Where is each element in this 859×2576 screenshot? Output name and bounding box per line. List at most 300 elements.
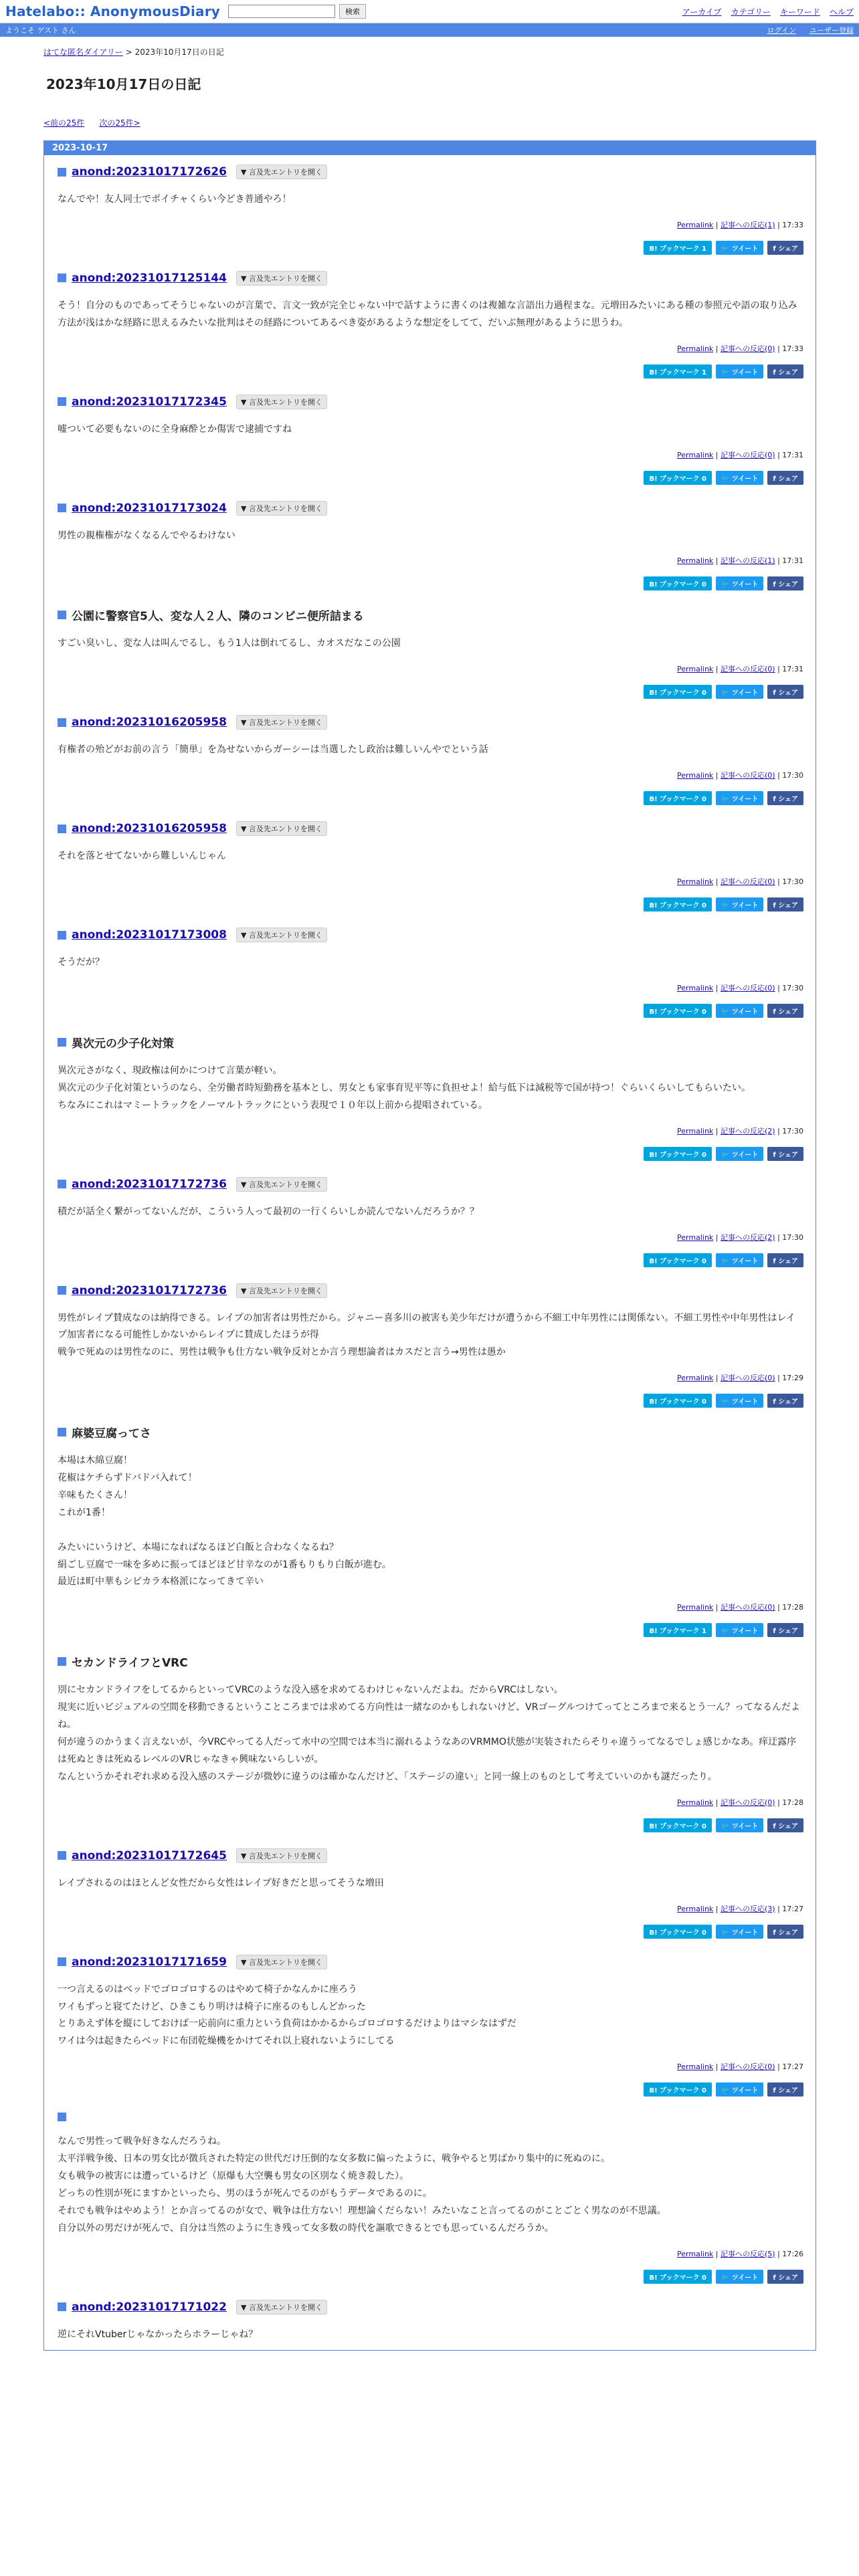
- hatena-bookmark-button[interactable]: [644, 1818, 711, 1832]
- entry-marker-icon: [58, 1428, 66, 1436]
- facebook-share-button[interactable]: [767, 1147, 803, 1161]
- facebook-label: シェア: [778, 1257, 798, 1265]
- entry-title: セカンドライフとVRC: [72, 1656, 188, 1671]
- facebook-share-button[interactable]: [767, 1925, 803, 1939]
- entry-time: 17:27: [782, 1904, 803, 1913]
- diary-entry: [44, 1839, 816, 1945]
- entry-time: 17:33: [782, 344, 803, 353]
- entry-title[interactable]: anond:20231017173024: [72, 501, 227, 515]
- facebook-icon: f: [773, 1628, 779, 1636]
- facebook-label: シェア: [778, 475, 798, 483]
- entry-header: [58, 1848, 803, 1863]
- tweet-button[interactable]: [716, 1394, 763, 1408]
- entry-title[interactable]: anond:20231017172645: [72, 1848, 227, 1862]
- tweet-label: ツイート: [731, 1398, 759, 1406]
- tweet-label: ツイート: [731, 245, 759, 253]
- bookmark-count: 0: [701, 1257, 706, 1265]
- reactions-link[interactable]: 記事への反応(3): [721, 1904, 775, 1913]
- reactions-link[interactable]: 記事への反応(0): [721, 771, 775, 780]
- bookmark-count: 0: [701, 475, 706, 483]
- facebook-share-button[interactable]: [767, 791, 803, 805]
- hatena-bookmark-label: B! ブックマーク: [649, 368, 700, 377]
- entry-title[interactable]: anond:20231017171022: [72, 2300, 227, 2314]
- entry-title[interactable]: anond:20231017173008: [72, 928, 227, 942]
- diary-entry: [44, 918, 816, 1025]
- tweet-button[interactable]: [716, 1253, 763, 1267]
- tweet-label: ツイート: [731, 1151, 759, 1159]
- entry-header: [58, 1955, 803, 1969]
- entry-meta: Permalink | 記事への反応(0) | 17:27: [677, 2062, 803, 2072]
- entry-body: [58, 191, 803, 209]
- share-buttons: [58, 897, 803, 911]
- tweet-button[interactable]: [716, 1147, 763, 1161]
- tweet-button[interactable]: [716, 2270, 763, 2284]
- open-reference-button[interactable]: ▼ 言及先エントリを開く: [236, 1955, 327, 1969]
- facebook-label: シェア: [778, 2274, 798, 2282]
- tweet-icon: 🐦: [721, 689, 732, 697]
- reactions-link[interactable]: 記事への反応(0): [721, 2062, 775, 2072]
- permalink[interactable]: Permalink: [677, 1232, 714, 1242]
- hatena-bookmark-label: B! ブックマーク: [649, 1929, 700, 1937]
- entry-header: [58, 607, 803, 623]
- diary-entry: [44, 1644, 816, 1838]
- entry-paragraph: そうだが？: [58, 957, 104, 968]
- entry-marker-icon: [58, 1286, 66, 1295]
- site-logo[interactable]: Hatelabo:: AnonymousDiary: [5, 3, 221, 19]
- entry-body: [58, 848, 803, 865]
- entry-marker-icon: [58, 931, 66, 940]
- facebook-icon: f: [773, 2087, 779, 2095]
- hatena-bookmark-label: B! ブックマーク: [649, 1008, 700, 1016]
- entry-header: [58, 1283, 803, 1298]
- entry-header: [58, 821, 803, 836]
- facebook-share-button[interactable]: [767, 1004, 803, 1018]
- tweet-button[interactable]: [716, 1004, 763, 1018]
- tweet-icon: 🐦: [721, 1398, 732, 1406]
- bookmark-count: 1: [701, 368, 706, 377]
- bookmark-count: 1: [701, 245, 706, 253]
- facebook-share-button[interactable]: [767, 2270, 803, 2284]
- entry-paragraph: レイプされるのはほとんど女性だから女性はレイプ好きだと思ってそうな増田: [58, 1877, 384, 1889]
- hatena-bookmark-button[interactable]: [644, 897, 711, 911]
- entry-paragraph: ワイは今は起きたらベッドに布団乾燥機をかけてそれ以上寝れないようにしてる: [58, 2036, 395, 2047]
- pager: [43, 117, 816, 128]
- tweet-label: ツイート: [731, 1822, 759, 1830]
- reactions-link[interactable]: 記事への反応(5): [721, 2249, 775, 2258]
- bookmark-count: 0: [701, 902, 706, 910]
- entry-meta: Permalink | 記事への反応(1) | 17:31: [677, 556, 803, 566]
- entry-meta: Permalink | 記事への反応(0) | 17:28: [677, 1603, 803, 1612]
- entry-paragraph: 男性がレイプ賛成なのは納得できる。レイプの加害者は男性だから。ジャニー喜多川の被害も美少年だけが遭うから不細工中年男性には関係ない。不細工男性や中年男性はレイプ加害者になる可能性しかないからレイプに賛成したほうが得: [58, 1312, 795, 1341]
- hatena-bookmark-button[interactable]: [644, 1004, 711, 1018]
- bookmark-count: 0: [701, 1151, 706, 1159]
- entry-paragraph: 異次元さがなく、現政権は何かにつけて言葉が軽い。: [58, 1065, 282, 1077]
- entry-header: [58, 1177, 803, 1192]
- share-buttons: [58, 241, 803, 255]
- entry-marker-icon: [58, 1851, 66, 1860]
- reactions-link[interactable]: 記事への反応(0): [721, 1798, 775, 1807]
- entry-title[interactable]: anond:20231017172736: [72, 1283, 227, 1297]
- tweet-icon: 🐦: [721, 245, 732, 253]
- breadcrumb-current: 2023年10月17日の日記: [134, 47, 224, 57]
- reactions-link[interactable]: 記事への反応(1): [721, 556, 775, 566]
- tweet-icon: 🐦: [721, 368, 732, 377]
- entry-paragraph: 逆にそれVtuberじゃなかったらホラーじゃね？: [58, 2329, 258, 2340]
- entry-marker-icon: [58, 611, 66, 619]
- entry-paragraph: そう！自分のものであってそうじゃないのが言葉で、言文一致が完全じゃない中で話すように書くのは複雑な言語出力過程まな。元増田みたいにある種の参照元や語の取り込み方法が浅はかな経路に思えるみたいな批判はその経路についてあるべき姿があるような想定をしてて、だいぶ無理があるように思うわ。: [58, 300, 797, 328]
- facebook-label: シェア: [778, 1008, 798, 1016]
- tweet-button[interactable]: [716, 241, 763, 255]
- share-buttons: [58, 2270, 803, 2284]
- facebook-share-button[interactable]: [767, 1818, 803, 1832]
- share-buttons: [58, 471, 803, 485]
- entry-paragraph: どっちの性別が死にますかといったら、男のほうが死んでるのがもうデータであるのに。: [58, 2187, 432, 2199]
- permalink[interactable]: Permalink: [677, 1126, 714, 1136]
- entry-meta: Permalink | 記事への反応(0) | 17:30: [677, 984, 803, 993]
- facebook-label: シェア: [778, 368, 798, 377]
- open-reference-button[interactable]: ▼ 言及先エントリを開く: [236, 1283, 327, 1298]
- tweet-icon: 🐦: [721, 1628, 732, 1636]
- open-reference-button[interactable]: ▼ 言及先エントリを開く: [236, 821, 327, 836]
- entry-paragraph: なんで男性って戦争好きなんだろうね。: [58, 2136, 226, 2147]
- reactions-link[interactable]: 記事への反応(0): [721, 665, 775, 674]
- diary-entry: [44, 706, 816, 812]
- permalink[interactable]: Permalink: [677, 984, 714, 993]
- hatena-bookmark-button[interactable]: [644, 1925, 711, 1939]
- facebook-icon: f: [773, 245, 779, 253]
- entry-meta: Permalink | 記事への反応(3) | 17:27: [677, 1904, 803, 1913]
- entry-title: 麻婆豆腐ってさ: [72, 1427, 151, 1441]
- entry-title: 公園に警察官5人、変な人２人、隣のコンビニ便所詰まる: [72, 610, 364, 624]
- tweet-icon: 🐦: [721, 1151, 732, 1159]
- entry-marker-icon: [58, 1957, 66, 1966]
- entry-paragraph: 嘘ついて必要もないのに全身麻酔とか傷害で逮捕ですね: [58, 423, 292, 435]
- entry-marker-icon: [58, 718, 66, 727]
- permalink[interactable]: Permalink: [677, 2062, 714, 2072]
- diary-entry: [44, 1025, 816, 1168]
- hatena-bookmark-button[interactable]: [644, 1253, 711, 1267]
- entry-title[interactable]: anond:20231017172345: [72, 395, 227, 409]
- tweet-button[interactable]: [716, 364, 763, 379]
- top-bar: [0, 0, 859, 23]
- hatena-bookmark-button[interactable]: [644, 1147, 711, 1161]
- entry-marker-icon: [58, 2113, 66, 2121]
- hatena-bookmark-label: B! ブックマーク: [649, 2274, 700, 2282]
- nav-keyword[interactable]: キーワード: [779, 7, 820, 17]
- tweet-label: ツイート: [731, 689, 759, 697]
- facebook-icon: f: [773, 796, 779, 804]
- share-buttons: [58, 1147, 803, 1161]
- tweet-button[interactable]: [716, 2082, 763, 2097]
- share-buttons: [58, 1925, 803, 1939]
- nav-category[interactable]: カテゴリー: [731, 7, 771, 17]
- entry-body: [58, 2133, 803, 2237]
- register-link[interactable]: ユーザー登録: [809, 26, 854, 35]
- facebook-label: シェア: [778, 1628, 798, 1636]
- facebook-share-button[interactable]: [767, 471, 803, 485]
- entry-time: 17:29: [782, 1374, 803, 1383]
- hatena-bookmark-button[interactable]: [644, 364, 711, 379]
- open-reference-button[interactable]: ▼ 言及先エントリを開く: [236, 2300, 327, 2315]
- tweet-icon: 🐦: [721, 475, 732, 483]
- open-reference-button[interactable]: ▼ 言及先エントリを開く: [236, 1177, 327, 1192]
- entry-meta: Permalink | 記事への反応(5) | 17:26: [677, 2249, 803, 2258]
- reactions-link[interactable]: 記事への反応(0): [721, 344, 775, 353]
- breadcrumb-home[interactable]: はてな匿名ダイアリー: [43, 47, 123, 57]
- entry-marker-icon: [58, 274, 66, 282]
- entry-body: [58, 1981, 803, 2051]
- entry-paragraph: 戦争で死ぬのは男性なのに、男性は戦争も仕方ない戦争反対とか言う理想論者はカスだと言う→男性は愚か: [58, 1347, 506, 1358]
- open-reference-button[interactable]: ▼ 言及先エントリを開く: [236, 928, 327, 942]
- tweet-icon: 🐦: [721, 1822, 732, 1830]
- reactions-link[interactable]: 記事への反応(1): [721, 220, 775, 229]
- page-title: 2023年10月17日の日記: [46, 76, 201, 92]
- entry-body: [58, 1063, 803, 1115]
- entry-body: [58, 2327, 803, 2344]
- tweet-button[interactable]: [716, 791, 763, 805]
- bookmark-count: 0: [701, 689, 706, 697]
- nav-help[interactable]: ヘルプ: [829, 7, 854, 17]
- entry-paragraph: 女も戦争の被害には遭っているけど（原爆も大空襲も男女の区別なく焼き殺した）。: [58, 2170, 409, 2181]
- nav-archive[interactable]: アーカイブ: [682, 7, 722, 17]
- hatena-bookmark-button[interactable]: [644, 241, 711, 255]
- tweet-label: ツイート: [731, 902, 759, 910]
- entry-body: [58, 1875, 803, 1893]
- hatena-bookmark-button[interactable]: [644, 685, 711, 699]
- entry-title[interactable]: anond:20231017171659: [72, 1955, 227, 1969]
- entry-paragraph: 現実に近いビジュアルの空間を移動できるということころまでは求めてる方向性は一緒なのかもしれないけど、VRゴーグルつけてってところまで来るとう一ん？ってなるんだよね。: [58, 1702, 801, 1731]
- tweet-label: ツイート: [731, 1628, 759, 1636]
- hatena-bookmark-label: B! ブックマーク: [649, 2087, 700, 2095]
- tweet-icon: 🐦: [721, 796, 732, 804]
- bookmark-count: 0: [701, 581, 706, 589]
- prev-page-link[interactable]: <前の25件: [43, 118, 85, 128]
- facebook-icon: f: [773, 689, 779, 697]
- reactions-link[interactable]: 記事への反応(0): [721, 450, 775, 459]
- entry-paragraph: みたいにいうけど、本場になればなるほど白飯と合わなくなるね？: [58, 1541, 339, 1553]
- hatena-bookmark-button[interactable]: [644, 576, 711, 591]
- facebook-label: シェア: [778, 245, 798, 253]
- permalink[interactable]: Permalink: [677, 1798, 714, 1807]
- reactions-link[interactable]: 記事への反応(2): [721, 1232, 775, 1242]
- open-reference-button[interactable]: ▼ 言及先エントリを開く: [236, 271, 327, 286]
- entry-marker-icon: [58, 168, 66, 177]
- entry-paragraph: 積だが話全く繋がってないんだが、こういう人って最初の一行くらいしか読んでないんだろうか？？: [58, 1206, 479, 1217]
- entry-title[interactable]: anond:20231017172736: [72, 1177, 227, 1191]
- share-buttons: [58, 1394, 803, 1408]
- reactions-link[interactable]: 記事への反応(0): [721, 1603, 775, 1612]
- facebook-share-button[interactable]: [767, 1253, 803, 1267]
- tweet-label: ツイート: [731, 1929, 759, 1937]
- entry-header: [58, 2113, 803, 2121]
- share-buttons: [58, 685, 803, 699]
- reactions-link[interactable]: 記事への反応(2): [721, 1126, 775, 1136]
- entry-header: [58, 1424, 803, 1440]
- entry-body: [58, 954, 803, 972]
- bookmark-count: 0: [701, 2087, 706, 2095]
- hatena-bookmark-button[interactable]: [644, 2270, 711, 2284]
- entry-meta: Permalink | 記事への反応(2) | 17:30: [677, 1126, 803, 1136]
- tweet-icon: 🐦: [721, 2087, 732, 2095]
- entry-marker-icon: [58, 1180, 66, 1188]
- welcome-text: ようこそ ゲスト さん: [5, 26, 76, 35]
- open-reference-button[interactable]: ▼ 言及先エントリを開く: [236, 395, 327, 409]
- entry-header: [58, 1034, 803, 1051]
- facebook-share-button[interactable]: [767, 576, 803, 591]
- permalink[interactable]: Permalink: [677, 877, 714, 887]
- tweet-button[interactable]: [716, 897, 763, 911]
- entry-title[interactable]: anond:20231016205958: [72, 716, 227, 730]
- login-link[interactable]: ログイン: [767, 26, 796, 35]
- facebook-icon: f: [773, 368, 779, 377]
- entry-title[interactable]: anond:20231017125144: [72, 271, 227, 285]
- tweet-button[interactable]: [716, 1623, 763, 1637]
- date-header: 2023-10-17: [44, 141, 816, 155]
- reactions-link[interactable]: 記事への反応(0): [721, 984, 775, 993]
- facebook-share-button[interactable]: [767, 897, 803, 911]
- entry-body: [58, 528, 803, 545]
- entry-time: 17:31: [782, 556, 803, 566]
- entry-marker-icon: [58, 1657, 66, 1666]
- hatena-bookmark-label: B! ブックマーク: [649, 1398, 700, 1406]
- bookmark-count: 0: [701, 1929, 706, 1937]
- share-buttons: [58, 2082, 803, 2097]
- open-reference-button[interactable]: ▼ 言及先エントリを開く: [236, 1848, 327, 1863]
- entry-meta: Permalink | 記事への反応(0) | 17:28: [677, 1798, 803, 1807]
- permalink[interactable]: Permalink: [677, 1374, 714, 1383]
- search-input[interactable]: [228, 5, 335, 18]
- entry-meta: Permalink | 記事への反応(1) | 17:33: [677, 220, 803, 229]
- open-reference-button[interactable]: ▼ 言及先エントリを開く: [236, 165, 327, 179]
- diary-entry: [44, 155, 816, 261]
- entry-paragraph: なんというかそれぞれ求める没入感のステージが微妙に違うのは確かなんだけど、「ステージの違い」と同一線上のものとして考えていいのかも謎だったり。: [58, 1771, 717, 1782]
- entry-time: 17:26: [782, 2249, 803, 2258]
- entry-title[interactable]: anond:20231016205958: [72, 822, 227, 836]
- entry-header: [58, 271, 803, 286]
- facebook-share-button[interactable]: [767, 364, 803, 379]
- permalink[interactable]: Permalink: [677, 556, 714, 566]
- entry-paragraph: それを落とせてないから難しいんじゃん: [58, 851, 226, 862]
- entry-paragraph: 花椒はケチらずドバドバ入れて！: [58, 1473, 197, 1484]
- diary-entry: [44, 1274, 816, 1415]
- permalink[interactable]: Permalink: [677, 665, 714, 674]
- facebook-share-button[interactable]: [767, 1394, 803, 1408]
- share-buttons: [58, 576, 803, 591]
- facebook-label: シェア: [778, 1151, 798, 1159]
- tweet-label: ツイート: [731, 796, 759, 804]
- tweet-icon: 🐦: [721, 1008, 732, 1016]
- tweet-button[interactable]: [716, 685, 763, 699]
- permalink[interactable]: Permalink: [677, 771, 714, 780]
- diary-entry: [44, 1168, 816, 1274]
- hatena-bookmark-label: B! ブックマーク: [649, 245, 700, 253]
- entry-paragraph: すごい臭いし、変な人は叫んでるし、もう1人は倒れてるし、カオスだなこの公園: [58, 638, 401, 649]
- user-bar: [0, 23, 859, 37]
- hatena-bookmark-button[interactable]: [644, 471, 711, 485]
- facebook-label: シェア: [778, 1398, 798, 1406]
- tweet-button[interactable]: [716, 1818, 763, 1832]
- search-button[interactable]: 検索: [339, 4, 366, 19]
- hatena-bookmark-button[interactable]: [644, 1623, 711, 1637]
- open-reference-button[interactable]: ▼ 言及先エントリを開く: [236, 501, 327, 516]
- breadcrumb: [43, 46, 816, 58]
- entry-meta: Permalink | 記事への反応(2) | 17:30: [677, 1232, 803, 1242]
- facebook-label: シェア: [778, 2087, 798, 2095]
- permalink[interactable]: Permalink: [677, 2249, 714, 2258]
- facebook-share-button[interactable]: [767, 1623, 803, 1637]
- hatena-bookmark-label: B! ブックマーク: [649, 1628, 700, 1636]
- entry-header: [58, 165, 803, 179]
- reactions-link[interactable]: 記事への反応(0): [721, 1374, 775, 1383]
- tweet-icon: 🐦: [721, 2274, 732, 2282]
- facebook-share-button[interactable]: [767, 685, 803, 699]
- facebook-icon: f: [773, 475, 779, 483]
- entry-paragraph: 有権者の殆どがお前の言う「簡単」を為せないからガーシーは当選したし政治は難しいんやでという話: [58, 744, 488, 756]
- facebook-share-button[interactable]: [767, 241, 803, 255]
- hatena-bookmark-label: B! ブックマーク: [649, 475, 700, 483]
- facebook-icon: f: [773, 1151, 779, 1159]
- permalink[interactable]: Permalink: [677, 220, 714, 229]
- entry-body: [58, 298, 803, 332]
- tweet-label: ツイート: [731, 368, 759, 377]
- day-section: [43, 140, 816, 2351]
- diary-entry: [44, 1414, 816, 1644]
- hatena-bookmark-button[interactable]: [644, 2082, 711, 2097]
- entry-time: 17:28: [782, 1603, 803, 1612]
- open-reference-button[interactable]: ▼ 言及先エントリを開く: [236, 715, 327, 730]
- entry-title[interactable]: anond:20231017172626: [72, 165, 227, 179]
- entry-body: [58, 1204, 803, 1221]
- tweet-button[interactable]: [716, 576, 763, 591]
- diary-entry: [44, 812, 816, 918]
- entry-paragraph: 一つ言えるのはベッドでゴロゴロするのはやめて椅子かなんかに座ろう: [58, 1983, 357, 1995]
- permalink[interactable]: Permalink: [677, 1904, 714, 1913]
- facebook-icon: f: [773, 1929, 779, 1937]
- facebook-icon: f: [773, 1398, 779, 1406]
- tweet-label: ツイート: [731, 1008, 759, 1016]
- tweet-button[interactable]: [716, 1925, 763, 1939]
- share-buttons: [58, 1004, 803, 1018]
- bookmark-count: 0: [701, 796, 706, 804]
- facebook-label: シェア: [778, 689, 798, 697]
- next-page-link[interactable]: 次の25件>: [99, 118, 140, 128]
- tweet-label: ツイート: [731, 581, 759, 589]
- permalink[interactable]: Permalink: [677, 1603, 714, 1612]
- hatena-bookmark-label: B! ブックマーク: [649, 796, 700, 804]
- hatena-bookmark-button[interactable]: [644, 791, 711, 805]
- tweet-icon: 🐦: [721, 581, 732, 589]
- permalink[interactable]: Permalink: [677, 450, 714, 459]
- facebook-share-button[interactable]: [767, 2082, 803, 2097]
- entry-paragraph: なんでや！友人同士でポイチャくらい今どき普通やろ！: [58, 194, 292, 205]
- hatena-bookmark-button[interactable]: [644, 1394, 711, 1408]
- tweet-label: ツイート: [731, 475, 759, 483]
- entry-paragraph: とりあえず体を縦にしておけば一応前向に重力という負荷はかかるからゴロゴロするだけよりはマシなはずだ: [58, 2018, 516, 2030]
- reactions-link[interactable]: 記事への反応(0): [721, 877, 775, 887]
- entry-marker-icon: [58, 825, 66, 833]
- tweet-button[interactable]: [716, 471, 763, 485]
- permalink[interactable]: Permalink: [677, 344, 714, 353]
- bookmark-count: 1: [701, 1628, 706, 1636]
- entry-meta: Permalink | 記事への反応(0) | 17:30: [677, 877, 803, 887]
- entry-marker-icon: [58, 397, 66, 406]
- entry-paragraph: 別にセカンドライフをしてるからといってVRCのような没入感を求めてるわけじゃないんだよね。だからVRCはしない。: [58, 1685, 563, 1696]
- entry-title: 異次元の少子化対策: [72, 1037, 174, 1051]
- entry-meta: Permalink | 記事への反応(0) | 17:33: [677, 344, 803, 353]
- tweet-label: ツイート: [731, 2087, 759, 2095]
- hatena-bookmark-label: B! ブックマーク: [649, 1151, 700, 1159]
- main-content: [43, 46, 816, 2351]
